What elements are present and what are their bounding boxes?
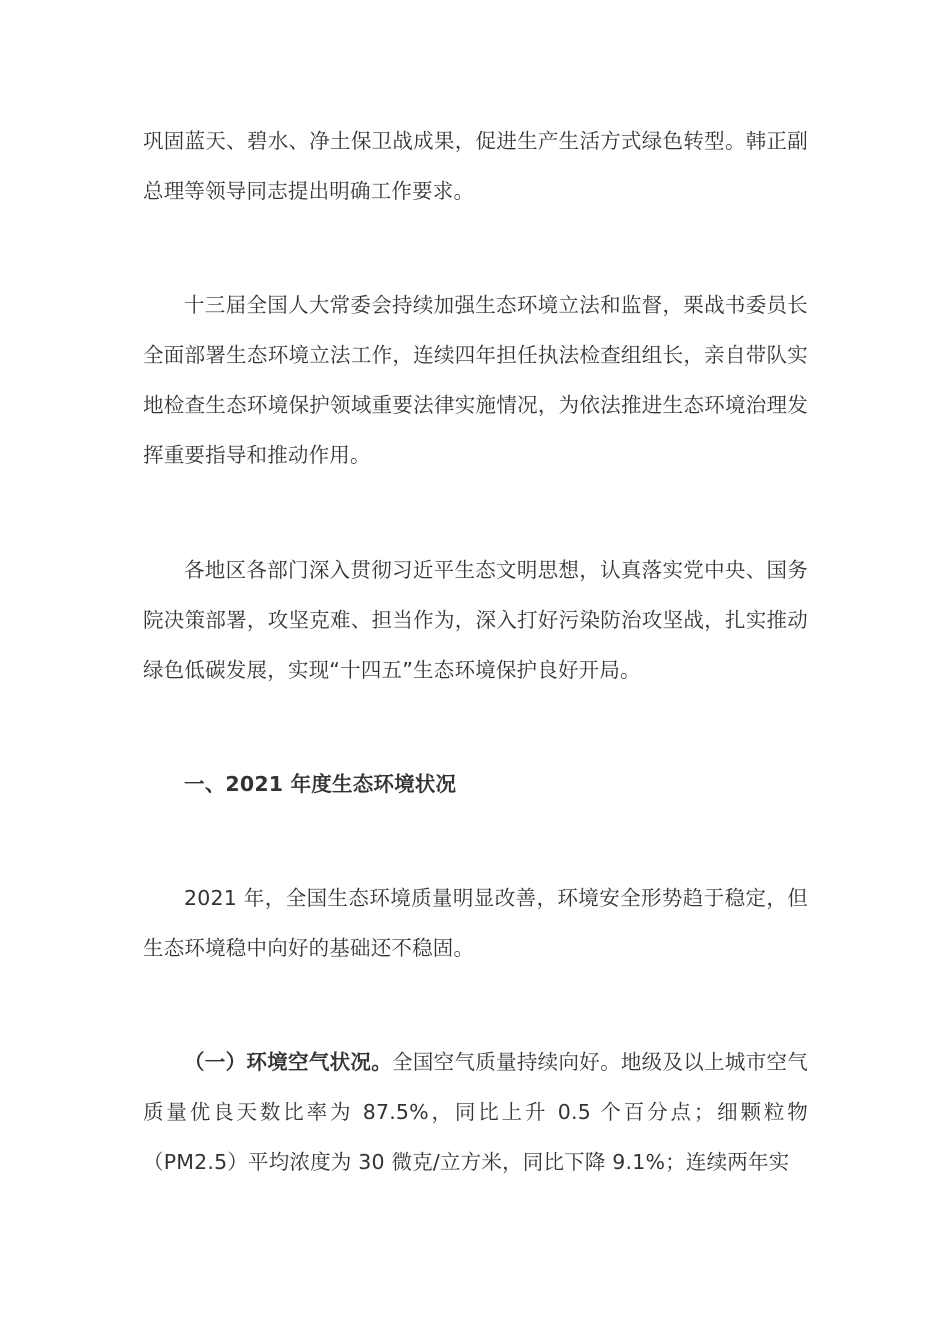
- subsection-heading: （一）环境空气状况。: [184, 1050, 393, 1074]
- paragraph-1: 巩固蓝天、碧水、净土保卫战成果，促进生产生活方式绿色转型。韩正副总理等领导同志提出明确工作要求。: [143, 129, 808, 203]
- paragraph-5-body: 全国空气质量持续向好。地级及以上城市空气质量优良天数比率为 87.5%，同比上升 0.5 个百分点；细颗粒物（PM2.5）平均浓度为 30 微克/立方米，同比下降 9.1%；连续两年实: [143, 1050, 809, 1174]
- paragraph-3: 各地区各部门深入贯彻习近平生态文明思想，认真落实党中央、国务院决策部署，攻坚克难、担当作为，深入打好污染防治攻坚战，扎实推动绿色低碳发展，实现“十四五”生态环境保护良好开局。: [143, 558, 808, 682]
- paragraph-2: 十三届全国人大常委会持续加强生态环境立法和监督，栗战书委员长全面部署生态环境立法工作，连续四年担任执法检查组组长，亲自带队实地检查生态环境保护领域重要法律实施情况，为依法推进生态环境治理发挥重要指导和推动作用。: [143, 293, 808, 467]
- paragraph-5: [143, 1037, 808, 1187]
- paragraph-4: 2021 年，全国生态环境质量明显改善，环境安全形势趋于稳定，但生态环境稳中向好的基础还不稳固。: [143, 886, 808, 960]
- section-heading: 一、2021 年度生态环境状况: [184, 772, 457, 796]
